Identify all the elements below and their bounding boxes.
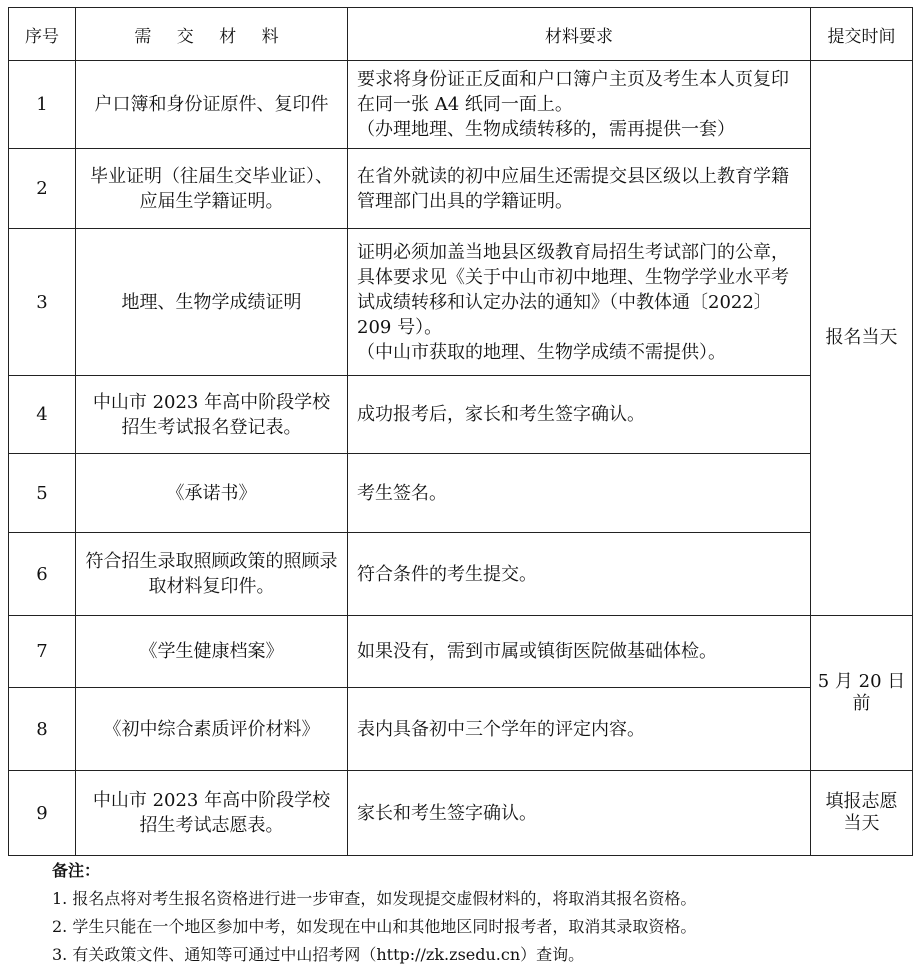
row-num: 3 xyxy=(9,229,76,376)
row-num: 6 xyxy=(9,533,76,616)
row-material: 《学生健康档案》 xyxy=(76,616,348,688)
row-num: 8 xyxy=(9,688,76,771)
row-requirement xyxy=(348,149,811,229)
row-requirement xyxy=(348,376,811,454)
requirement-line: 符合条件的考生提交。 xyxy=(357,563,537,585)
table-row xyxy=(9,376,913,454)
row-num: 2 xyxy=(9,149,76,229)
requirement-line: 表内具备初中三个学年的评定内容。 xyxy=(357,718,645,740)
row-requirement xyxy=(348,771,811,856)
header-time: 提交时间 xyxy=(811,8,913,61)
notes-section xyxy=(52,857,902,969)
header-num: 序号 xyxy=(9,8,76,61)
row-material: 地理、生物学成绩证明 xyxy=(76,229,348,376)
table-row xyxy=(9,533,913,616)
row-num: 4 xyxy=(9,376,76,454)
row-requirement xyxy=(348,616,811,688)
materials-table xyxy=(8,7,913,856)
row-num: 1 xyxy=(9,61,76,149)
row-material: 《初中综合素质评价材料》 xyxy=(76,688,348,771)
row-material: 中山市 2023 年高中阶段学校招生考试报名登记表。 xyxy=(76,376,348,454)
row-material: 符合招生录取照顾政策的照顾录取材料复印件。 xyxy=(76,533,348,616)
table-row xyxy=(9,454,913,533)
header-material: 需 交 材 料 xyxy=(76,8,348,61)
row-requirement xyxy=(348,533,811,616)
row-requirement xyxy=(348,454,811,533)
row-requirement xyxy=(348,61,811,149)
row-material: 户口簿和身份证原件、复印件 xyxy=(76,61,348,149)
table-header-row xyxy=(9,8,913,61)
requirement-line: 如果没有，需到市属或镇街医院做基础体检。 xyxy=(357,641,717,662)
table-row xyxy=(9,688,913,771)
requirement-line: （中山市获取的地理、生物学成绩不需提供）。 xyxy=(357,341,726,363)
time-group-signup-day: 报名当天 xyxy=(811,61,913,616)
row-material: 毕业证明（往届生交毕业证）、应届生学籍证明。 xyxy=(76,149,348,229)
table-row xyxy=(9,771,913,856)
note-item: 1. 报名点将对考生报名资格进行进一步审查，如发现提交虚假材料的，将取消其报名资格。 xyxy=(52,889,697,908)
requirement-line: 在省外就读的初中应届生还需提交县区级以上教育学籍管理部门出具的学籍证明。 xyxy=(357,165,789,212)
header-requirement: 材料要求 xyxy=(348,8,811,61)
row-requirement xyxy=(348,688,811,771)
time-group-volunteer-day: 填报志愿当天 xyxy=(811,771,913,856)
table-row xyxy=(9,616,913,688)
row-num: 7 xyxy=(9,616,76,688)
requirement-line: 成功报考后，家长和考生签字确认。 xyxy=(357,404,645,425)
row-requirement xyxy=(348,229,811,376)
notes-title: 备注： xyxy=(52,861,101,880)
requirement-line: 考生签名。 xyxy=(357,482,447,504)
time-group-may-20: 5 月 20 日前 xyxy=(811,616,913,771)
row-material: 《承诺书》 xyxy=(76,454,348,533)
note-item: 3. 有关政策文件、通知等可通过中山招考网（http://zk.zsedu.cn）查询。 xyxy=(52,945,585,964)
row-num: 5 xyxy=(9,454,76,533)
table-row xyxy=(9,229,913,376)
table-row xyxy=(9,61,913,149)
requirement-line: （办理地理、生物成绩转移的，需再提供一套） xyxy=(357,119,735,140)
row-num: 9 xyxy=(9,771,76,856)
row-material: 中山市 2023 年高中阶段学校招生考试志愿表。 xyxy=(76,771,348,856)
requirement-line: 要求将身份证正反面和户口簿户主页及考生本人页复印在同一张 A4 纸同一面上。 xyxy=(357,69,789,115)
note-item: 2. 学生只能在一个地区参加中考，如发现在中山和其他地区同时报考者，取消其录取资格。 xyxy=(52,917,697,936)
table-row xyxy=(9,149,913,229)
requirement-line: 家长和考生签字确认。 xyxy=(357,802,537,824)
requirement-line: 证明必须加盖当地县区级教育局招生考试部门的公章，具体要求见《关于中山市初中地理、生物学学业水平考试成绩转移和认定办法的通知》（中教体通〔2022〕209 号）。 xyxy=(357,241,789,338)
